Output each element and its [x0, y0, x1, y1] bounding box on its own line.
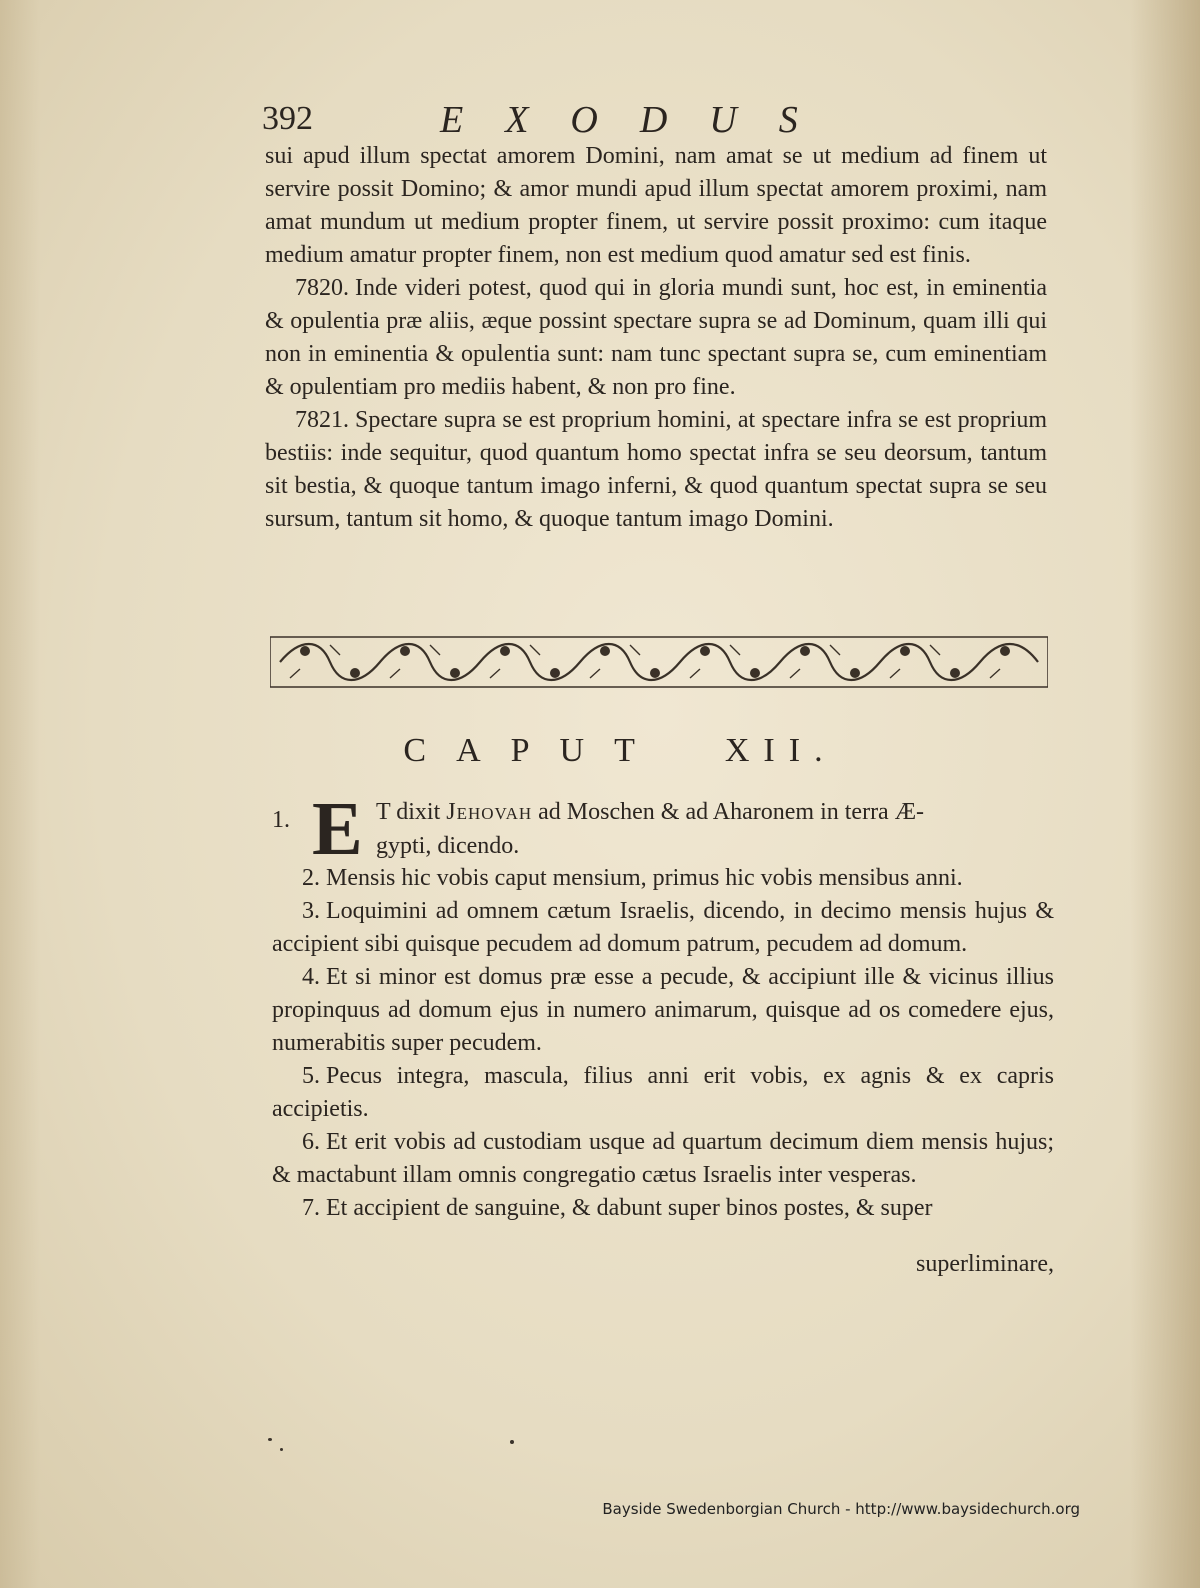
verse-number: 7. [302, 1195, 320, 1221]
divine-name: Jehovah [446, 799, 533, 825]
paragraph-continuation [265, 140, 1047, 272]
verse-number: 3. [302, 898, 320, 924]
ink-speck [510, 1440, 514, 1444]
chapter-numeral: XII. [724, 732, 837, 769]
chapter-word: CAPUT [403, 732, 665, 769]
paragraph-text: Inde videri potest, quod qui in gloria mundi sunt, hoc est, in eminentia & opulentia præ aliis, æque possint spectare supra se ad Dominum, quam illi qui non in eminentia & opulentia sunt: nam tunc spectant supra se, cum eminentiam & opulentiam pro mediis habent, & non pro fine. [265, 275, 1047, 400]
decorative-border-ornament [270, 633, 1048, 691]
verse-text: Et erit vobis ad custodiam usque ad quartum decimum diem mensis hujus; & mactabunt illam omnis congregatio cætus Israelis inter vesperas. [272, 1129, 1054, 1188]
ink-speck [280, 1448, 283, 1451]
ink-speck [268, 1438, 272, 1441]
text-block-top [265, 140, 1047, 536]
verse-text: Pecus integra, mascula, filius anni erit vobis, ex agnis & ex capris accipietis. [272, 1063, 1054, 1122]
verse-text: Mensis hic vobis caput mensium, primus hic vobis mensibus anni. [326, 865, 963, 891]
paragraph-7821 [265, 404, 1047, 536]
verse-text: Loquimini ad omnem cætum Israelis, dicendo, in decimo mensis hujus & accipient sibi quisque pecudem ad domum patrum, pecudem ad domum. [272, 898, 1054, 957]
verse-1-line-2: gypti, dicendo. [376, 833, 520, 859]
verse-7 [272, 1192, 1054, 1225]
verse-text: Et si minor est domus præ esse a pecude, & accipiunt ille & vicinus illius propinquus ad domum ejus in numero animarum, quisque ad os comedere ejus, numerabitis super pecudem. [272, 964, 1054, 1056]
chapter-heading [0, 732, 1200, 770]
paragraph-number: 7820. [295, 275, 349, 301]
footer-credit: Bayside Swedenborgian Church - http://www.baysidechurch.org [602, 1500, 1080, 1518]
verses-block [272, 862, 1054, 1225]
paragraph-7820 [265, 272, 1047, 404]
verse-text: Et accipient de sanguine, & dabunt super binos postes, & super [326, 1195, 933, 1221]
verse-4 [272, 961, 1054, 1060]
catchword: superliminare, [916, 1251, 1054, 1277]
page-right-shadow [1130, 0, 1200, 1588]
verse-number: 6. [302, 1129, 320, 1155]
page-left-shadow [0, 0, 40, 1588]
verse-3 [272, 895, 1054, 961]
running-title: EXODUS [440, 99, 840, 141]
verse-number: 2. [302, 865, 320, 891]
verse-number: 4. [302, 964, 320, 990]
paragraph-text: sui apud illum spectat amorem Domini, nam amat se ut medium ad finem ut servire possit Domino; & amor mundi apud illum spectat amorem proximi, nam amat mundum ut medium propter finem, ut servire possit proximo: cum itaque medium amatur propter finem, non est medium quod amatur sed est finis. [265, 143, 1047, 268]
page-number: 392 [262, 100, 313, 137]
drop-cap-letter: E [312, 787, 363, 871]
verse-2 [272, 862, 1054, 895]
verse-1-line-1: T dixit Jehovah ad Moschen & ad Aharonem in terra Æ- [376, 799, 925, 825]
verse-number: 1. [272, 807, 290, 833]
verse-6 [272, 1126, 1054, 1192]
paragraph-number: 7821. [295, 407, 349, 433]
paragraph-text: Spectare supra se est proprium homini, at spectare infra se est proprium bestiis: inde sequitur, quod quantum homo spectat infra se seu deorsum, tantum sit bestia, & quoque tantum imago inferni, & quod quantum spectat supra se seu sursum, tantum sit homo, & quoque tantum imago Domini. [265, 407, 1047, 532]
verse-number: 5. [302, 1063, 320, 1089]
verse-5 [272, 1060, 1054, 1126]
